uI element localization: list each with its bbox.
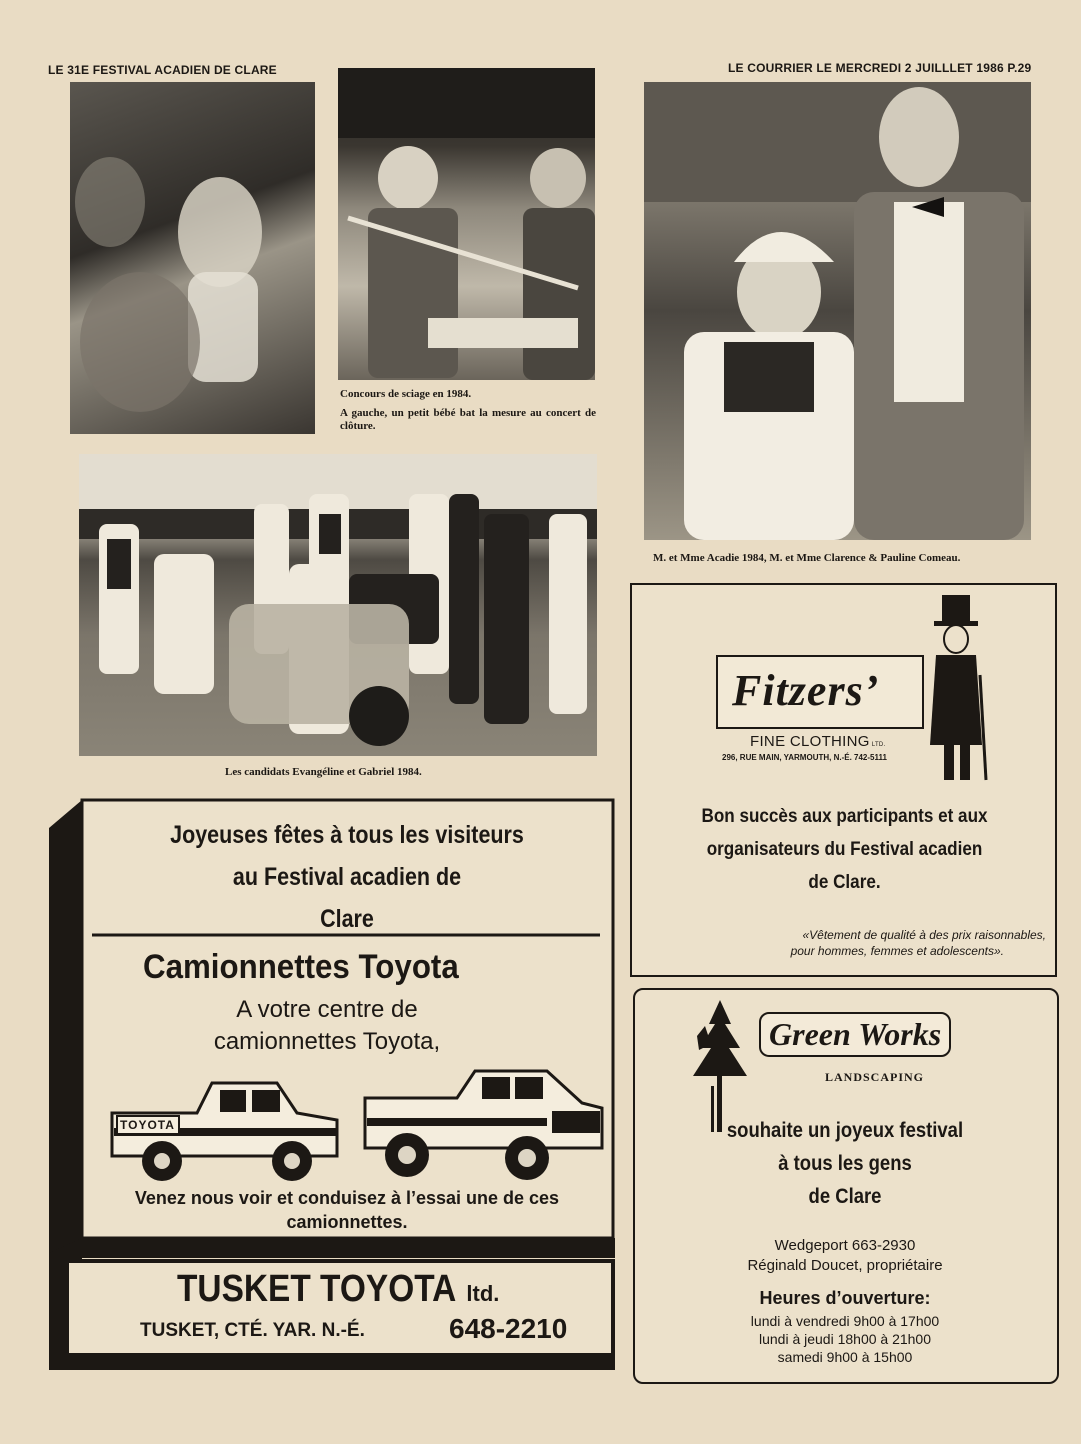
greenworks-logo: Green Works <box>769 1016 942 1052</box>
fitzers-quote-line2: pour hommes, femmes et adolescents». <box>790 944 1004 958</box>
fitzers-logo-box <box>716 655 924 729</box>
greenworks-wish <box>687 1114 1004 1213</box>
dealer-name: TUSKET TOYOTA <box>177 1268 457 1310</box>
toyota-headline: Camionnettes Toyota <box>143 948 459 986</box>
fitzers-tagline-suffix: LTD. <box>871 742 886 748</box>
dealer-suffix: ltd. <box>466 1281 500 1306</box>
greenworks-contact-line1: Wedgeport 663-2930 <box>774 1237 916 1254</box>
caption-candidates: Les candidats Evangéline et Gabriel 1984. <box>225 766 422 778</box>
photo-candidates <box>79 454 597 756</box>
photo-couple-figure <box>644 82 1031 540</box>
greenworks-hours-line2: lundi à jeudi 18h00 à 21h00 <box>758 1331 932 1347</box>
fitzers-message-line1: Bon succès aux participants et aux <box>701 806 988 827</box>
toyota-ad <box>47 798 615 1370</box>
greenworks-logo-box <box>759 1012 951 1057</box>
page-header-left: LE 31E FESTIVAL ACADIEN DE CLARE <box>48 63 277 77</box>
photo-candidates-figure <box>79 454 597 756</box>
greenworks-hours-line3: samedi 9h00 à 15h00 <box>777 1349 913 1365</box>
greenworks-contact-line2: Réginald Doucet, propriétaire <box>747 1257 943 1274</box>
greenworks-hours-title: Heures d’ouverture: <box>759 1288 931 1308</box>
photo-baby <box>70 82 315 434</box>
toyota-sub-line2: camionnettes Toyota, <box>213 1028 441 1055</box>
gentleman-icon <box>922 595 992 785</box>
dealer-name-block <box>177 1268 499 1311</box>
fitzers-message <box>667 800 1023 899</box>
fitzers-tagline-text: FINE CLOTHING <box>750 733 870 750</box>
caption-sawing-line2: A gauche, un petit bébé bat la mesure au concert de clôture. <box>340 407 596 432</box>
photo-sawing-figure <box>338 68 595 380</box>
greenworks-ad <box>633 988 1059 1384</box>
toyota-invite <box>87 1186 607 1234</box>
toyota-greeting <box>123 814 570 940</box>
photo-couple <box>644 82 1031 540</box>
fitzers-quote <box>716 927 1046 959</box>
caption-sawing <box>340 388 596 433</box>
photo-baby-figure <box>70 82 315 434</box>
fitzers-logo: Fitzers’ <box>732 666 880 715</box>
fitzers-message-line2: organisateurs du Festival acadien <box>706 839 983 860</box>
fitzers-quote-line1: «Vêtement de qualité à des prix raisonnables, <box>802 928 1046 942</box>
toyota-sub <box>177 994 477 1058</box>
toyota-invite-line1: Venez nous voir et conduisez à l’essai une de ces <box>134 1188 560 1208</box>
toyota-greeting-line3: Clare <box>320 905 374 933</box>
fitzers-address: 296, RUE MAIN, YARMOUTH, N.-É. 742-5111 <box>722 753 887 762</box>
photo-sawing <box>338 68 595 380</box>
toyota-invite-line2: camionnettes. <box>286 1212 408 1232</box>
caption-sawing-line1: Concours de sciage en 1984. <box>340 388 472 400</box>
toyota-greeting-line1: Joyeuses fêtes à tous les visiteurs <box>170 821 524 849</box>
greenworks-subtitle: LANDSCAPING <box>825 1070 925 1084</box>
greenworks-wish-line1: souhaite un joyeux festival <box>726 1119 964 1142</box>
greenworks-wish-line3: de Clare <box>808 1185 882 1208</box>
caption-couple: M. et Mme Acadie 1984, M. et Mme Clarence & Pauline Comeau. <box>653 552 961 564</box>
dealer-phone: 648-2210 <box>449 1313 568 1344</box>
toyota-sub-line1: A votre centre de <box>236 996 418 1023</box>
fitzers-ad <box>630 583 1057 977</box>
page-header-right: LE COURRIER LE MERCREDI 2 JUILLLET 1986 P.29 <box>728 61 1032 75</box>
greenworks-hours <box>655 1312 1035 1366</box>
truck-right-icon <box>357 1063 607 1183</box>
fitzers-message-line3: de Clare. <box>808 872 881 893</box>
greenworks-contact <box>655 1236 1035 1276</box>
toyota-greeting-line2: au Festival acadien de <box>232 863 462 891</box>
greenworks-wish-line2: à tous les gens <box>778 1152 912 1175</box>
fitzers-tagline <box>750 733 886 750</box>
truck-badge: TOYOTA <box>120 1118 175 1132</box>
dealer-address: TUSKET, CTÉ. YAR. N.-É. <box>140 1320 365 1341</box>
greenworks-hours-line1: lundi à vendredi 9h00 à 17h00 <box>750 1313 940 1329</box>
